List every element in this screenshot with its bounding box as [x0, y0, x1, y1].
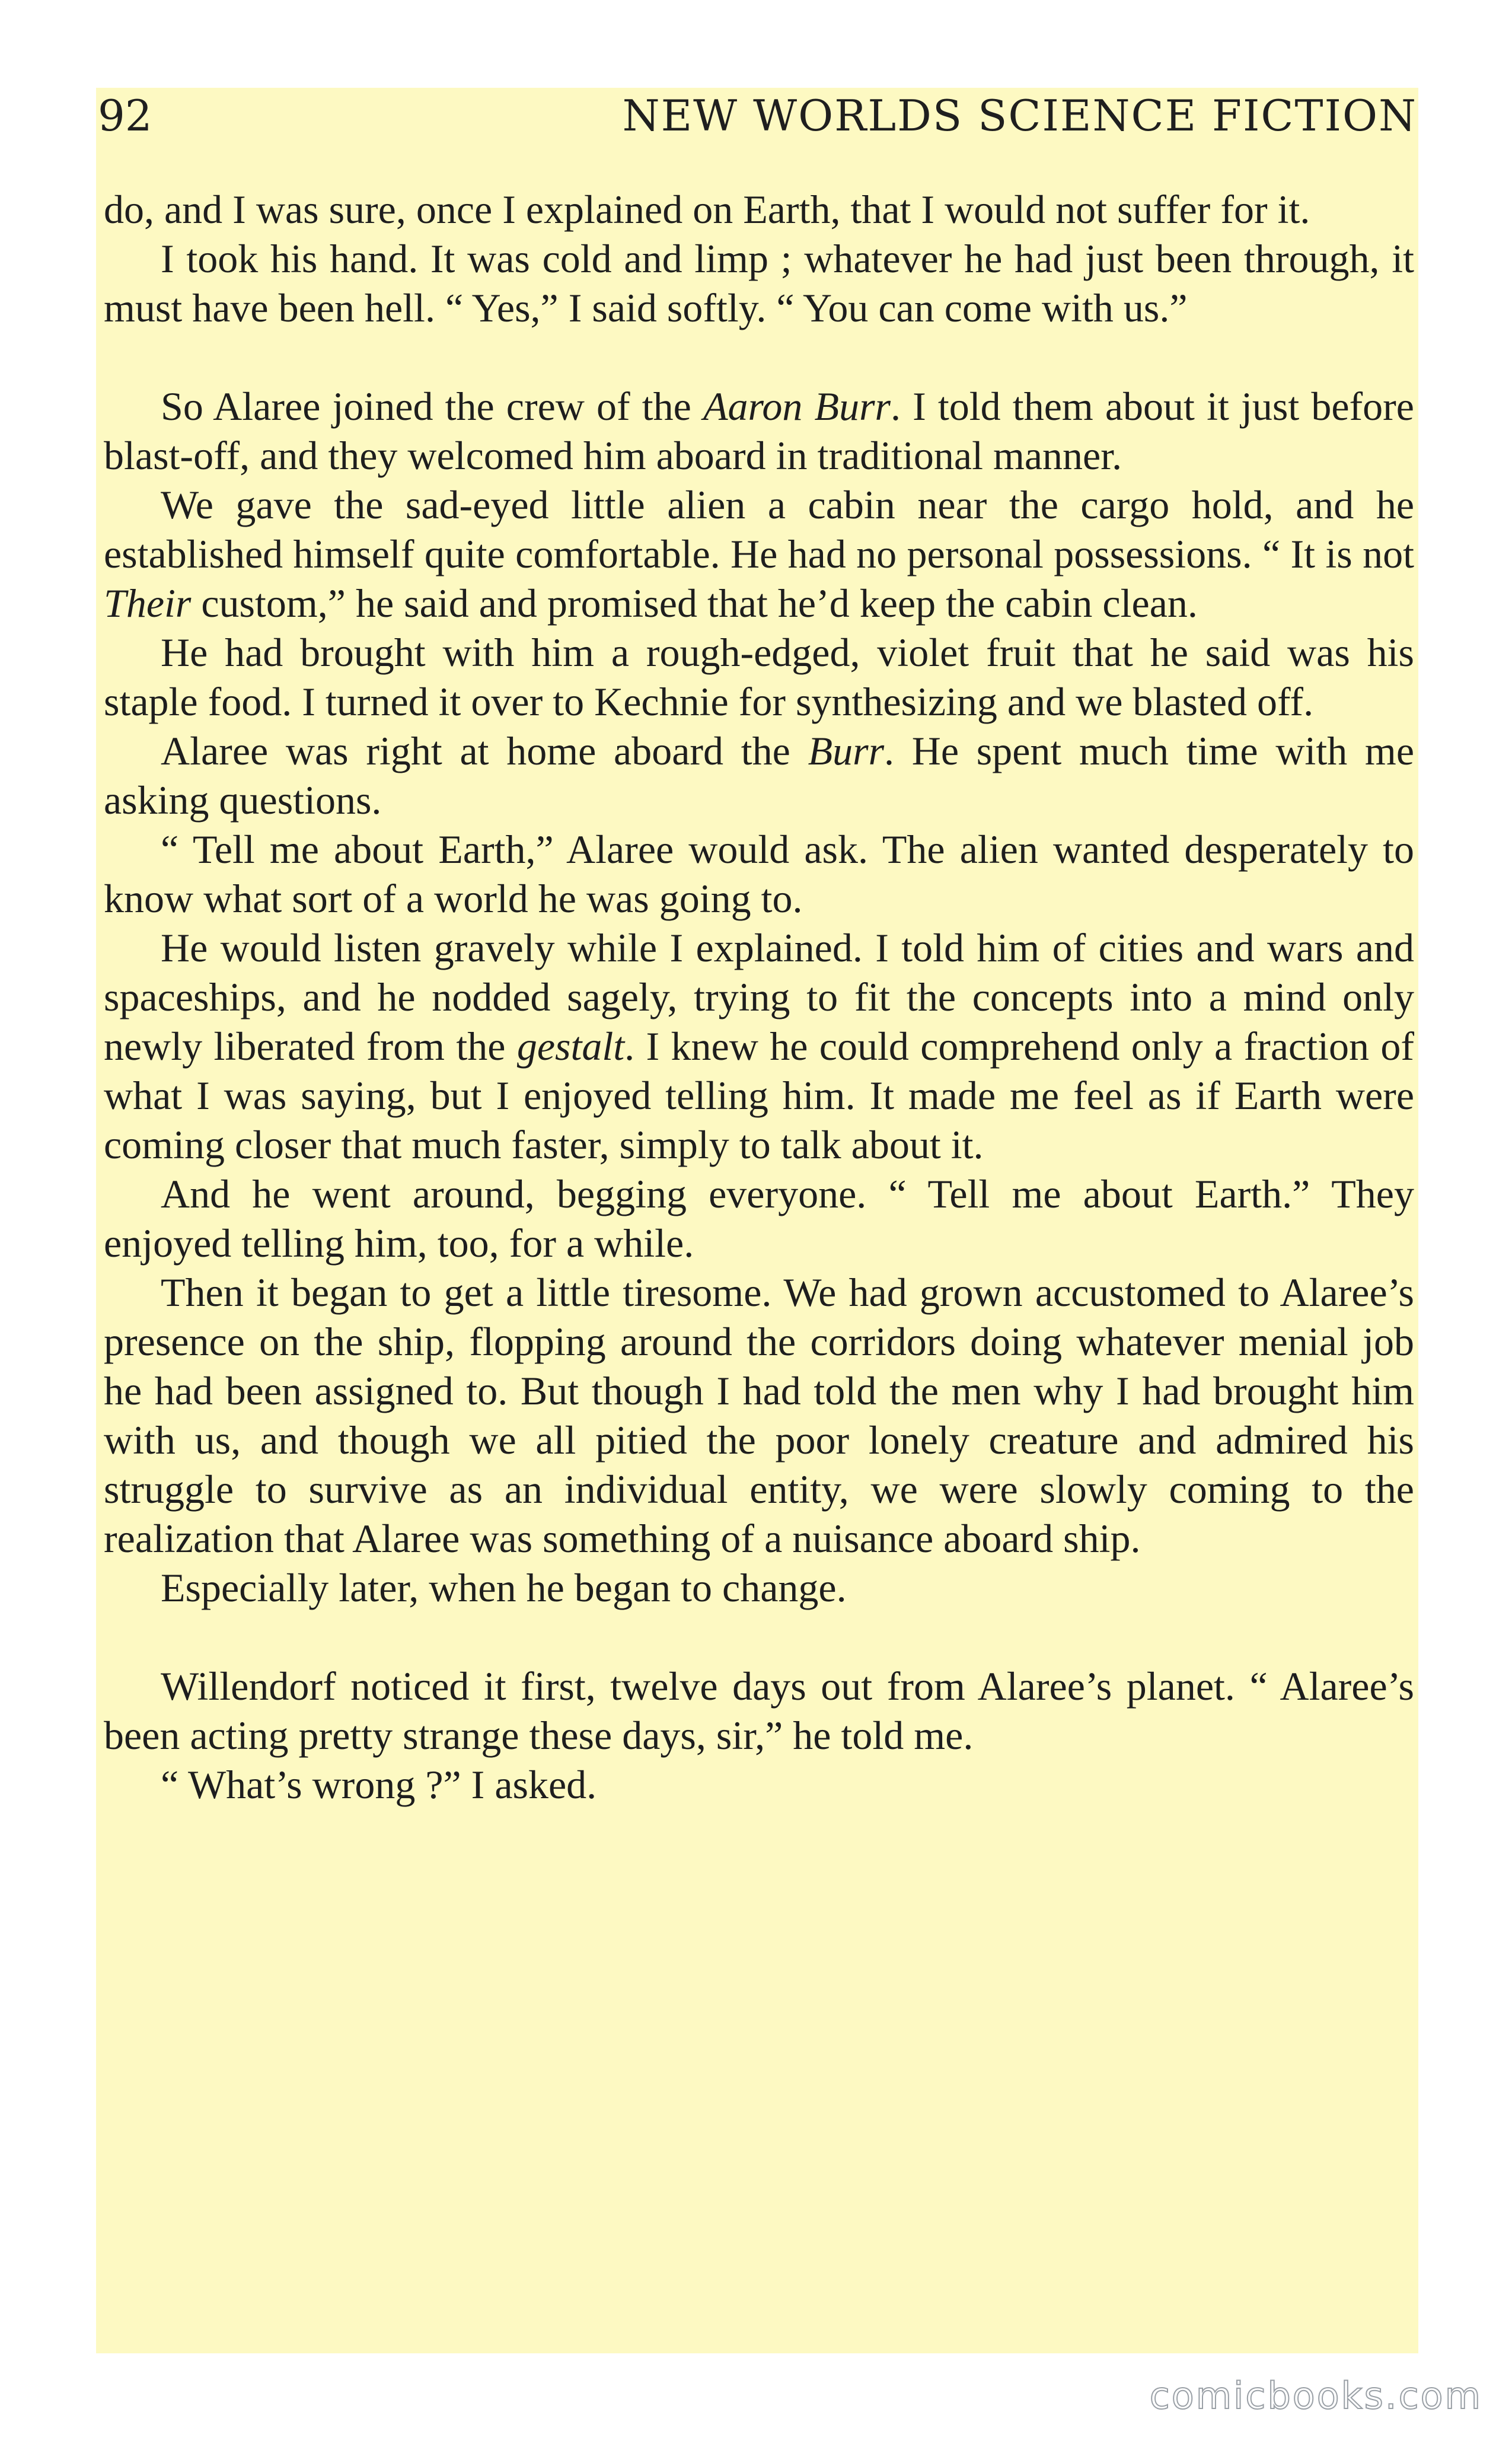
- italic-text: Their: [104, 581, 192, 626]
- paragraph: [104, 825, 1414, 923]
- paragraph: [104, 1760, 1414, 1809]
- text-run: And he went around, begging everyone. “ Tell me about Earth.” They enjoyed telling him, too, for a while.: [104, 1171, 1414, 1266]
- magazine-title: NEW WORLDS SCIENCE FICTION: [622, 91, 1417, 141]
- italic-text: gestalt: [516, 1024, 625, 1069]
- text-run: Especially later, when he began to change.: [161, 1565, 847, 1610]
- paragraph: [104, 923, 1414, 1170]
- paragraph: [104, 727, 1414, 825]
- text-run: . I knew he could comprehend only a fraction of what I was saying, but I enjoyed telling him. It made me feel as if Earth were coming closer that much faster, simply to talk about it.: [104, 1024, 1414, 1167]
- text-run: . I told them about it just before blast-off, and they welcomed him aboard in traditional manner.: [104, 384, 1414, 478]
- paragraph: [104, 185, 1414, 234]
- italic-text: Burr: [808, 728, 885, 773]
- text-run: I took his hand. It was cold and limp ; whatever he had just been through, it must have been hell. “ Yes,” I said softly. “ You can come with us.”: [104, 236, 1414, 330]
- paragraph: [104, 1662, 1414, 1760]
- page-number: 92: [98, 91, 152, 141]
- text-run: do, and I was sure, once I explained on Earth, that I would not suffer for it.: [104, 187, 1310, 232]
- text-run: He had brought with him a rough-edged, violet fruit that he said was his staple food. I turned it over to Kechnie for synthesizing and we blasted off.: [104, 630, 1414, 724]
- story-text: [104, 185, 1414, 1809]
- watermark-logo: comicbooks.com: [1149, 2374, 1482, 2417]
- text-run: So Alaree joined the crew of the: [161, 384, 703, 429]
- text-run: . He spent much time with me asking questions.: [104, 728, 1414, 823]
- paragraph: [104, 628, 1414, 727]
- text-run: He would listen gravely while I explained. I told him of cities and wars and spaceships, and he nodded sagely, trying to fit the concepts into a mind only newly liberated from the: [104, 925, 1414, 1069]
- paragraph: [104, 234, 1414, 333]
- text-run: Alaree was right at home aboard the: [161, 728, 808, 773]
- italic-text: Aaron Burr: [703, 384, 891, 429]
- text-run: Then it began to get a little tiresome. We had grown accustomed to Alaree’s presence on the ship, flopping around the corridors doing whatever menial job he had been assigned to. But though I had told the men why I had brought him with us, and though we all pitied the poor lonely creature and admired his struggle to survive as an individual entity, we were slowly coming to the realization that Alaree was something of a nuisance aboard ship.: [104, 1270, 1414, 1561]
- text-run: “ What’s wrong ?” I asked.: [161, 1762, 597, 1807]
- paragraph: [104, 480, 1414, 628]
- paragraph: [104, 1563, 1414, 1613]
- text-run: custom,” he said and promised that he’d keep the cabin clean.: [191, 581, 1198, 626]
- paragraph: [104, 1170, 1414, 1268]
- text-run: We gave the sad-eyed little alien a cabin near the cargo hold, and he established himself quite comfortable. He had no personal possessions. “ It is not: [104, 482, 1414, 576]
- text-run: “ Tell me about Earth,” Alaree would ask. The alien wanted desperately to know what sort of a world he was going to.: [104, 827, 1414, 921]
- paragraph: [104, 382, 1414, 480]
- paragraph: [104, 1268, 1414, 1563]
- text-run: Willendorf noticed it first, twelve days out from Alaree’s planet. “ Alaree’s been acting pretty strange these days, sir,” he told me.: [104, 1664, 1414, 1758]
- running-head: [98, 89, 1417, 142]
